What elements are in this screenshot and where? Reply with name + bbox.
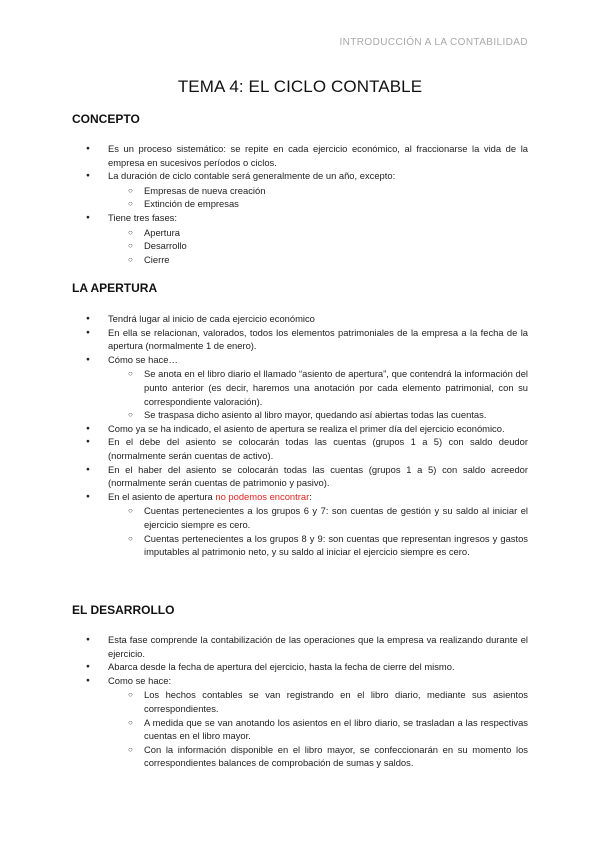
list-item: ● Abarca desde la fecha de apertura del ejercicio, hasta la fecha de cierre del mismo. <box>72 660 528 674</box>
sublist <box>108 226 528 267</box>
running-header: INTRODUCCIÓN A LA CONTABILIDAD <box>339 37 528 48</box>
sublist <box>108 367 528 421</box>
sublist <box>108 688 528 770</box>
sublist-item: ○ Empresas de nueva creación <box>108 184 528 198</box>
sublist-item: ○ Los hechos contables se van registrando en el libro diario, mediante sus asientos correspondientes. <box>108 688 528 715</box>
sublist-item: ○ Extinción de empresas <box>108 197 528 211</box>
list-item <box>72 169 528 211</box>
sublist-item: ○ Apertura <box>108 226 528 240</box>
list-item: ● Es un proceso sistemático: se repite en cada ejercicio económico, al fraccionarse la vida de la empresa en sucesivos períodos o ciclos. <box>72 142 528 169</box>
sublist-item: ○ Cuentas pertenecientes a los grupos 8 y 9: son cuentas que representan ingresos y gastos imputables al patrimonio neto, y su saldo al iniciar el ejercicio siempre es cero. <box>108 532 528 559</box>
section-heading-apertura: LA APERTURA <box>72 281 158 295</box>
list-item: ● Tendrá lugar al inicio de cada ejercicio económico <box>72 312 528 326</box>
list-item: ● Esta fase comprende la contabilización de las operaciones que la empresa va realizando durante el ejercicio. <box>72 633 528 660</box>
section-heading-concepto: CONCEPTO <box>72 112 140 126</box>
list-item: ● En el debe del asiento se colocarán todas las cuentas (grupos 1 a 5) con saldo deudor (normalmente serán cuentas de activo). <box>72 435 528 462</box>
sublist-item: ○ Cierre <box>108 253 528 267</box>
desarrollo-list <box>72 633 528 770</box>
sublist-item: ○ Desarrollo <box>108 239 528 253</box>
section-heading-desarrollo: EL DESARROLLO <box>72 603 175 617</box>
list-item: ● Como ya se ha indicado, el asiento de apertura se realiza el primer día del ejercicio económico. <box>72 422 528 436</box>
list-item-text: Como se hace: <box>108 674 172 686</box>
list-item-text: Cómo se hace… <box>108 353 178 365</box>
sublist <box>108 184 528 211</box>
list-item <box>72 490 528 559</box>
sublist-item: ○ A medida que se van anotando los asientos en el libro diario, se trasladan a las respectivas cuentas en el libro mayor. <box>108 716 528 743</box>
sublist-item: ○ Se anota en el libro diario el llamado “asiento de apertura”, que contendrá la información del punto anterior (es decir, haremos una anotación por cada elemento patrimonial, con su correspondiente valoración). <box>108 367 528 408</box>
list-item-text: La duración de ciclo contable será generalmente de un año, excepto: <box>108 170 396 182</box>
sublist <box>108 504 528 558</box>
list-item-text: : <box>309 490 312 502</box>
sublist-item: ○ Con la información disponible en el libro mayor, se confeccionarán en su momento los correspondientes balances de comprobación de sumas y saldos. <box>108 743 528 770</box>
page-title: TEMA 4: EL CICLO CONTABLE <box>177 77 423 96</box>
list-item-text: En el asiento de apertura <box>108 490 216 502</box>
sublist-item: ○ Se traspasa dicho asiento al libro mayor, quedando así abiertas todas las cuentas. <box>108 408 528 422</box>
list-item <box>72 353 528 422</box>
list-item: ● En ella se relacionan, valorados, todos los elementos patrimoniales de la empresa a la fecha de la apertura (normalmente 1 de enero). <box>72 326 528 353</box>
list-item <box>72 674 528 770</box>
list-item: ● En el haber del asiento se colocarán todas las cuentas (grupos 1 a 5) con saldo acreedor (normalmente serán cuentas de patrimonio y pasivo). <box>72 463 528 490</box>
highlighted-text: no podemos encontrar <box>215 490 310 502</box>
list-item-text: Tiene tres fases: <box>108 211 177 223</box>
sublist-item: ○ Cuentas pertenecientes a los grupos 6 y 7: son cuentas de gestión y su saldo al iniciar el ejercicio siempre es cero. <box>108 504 528 531</box>
concepto-list <box>72 142 528 266</box>
list-item <box>72 211 528 266</box>
apertura-list <box>72 312 528 559</box>
